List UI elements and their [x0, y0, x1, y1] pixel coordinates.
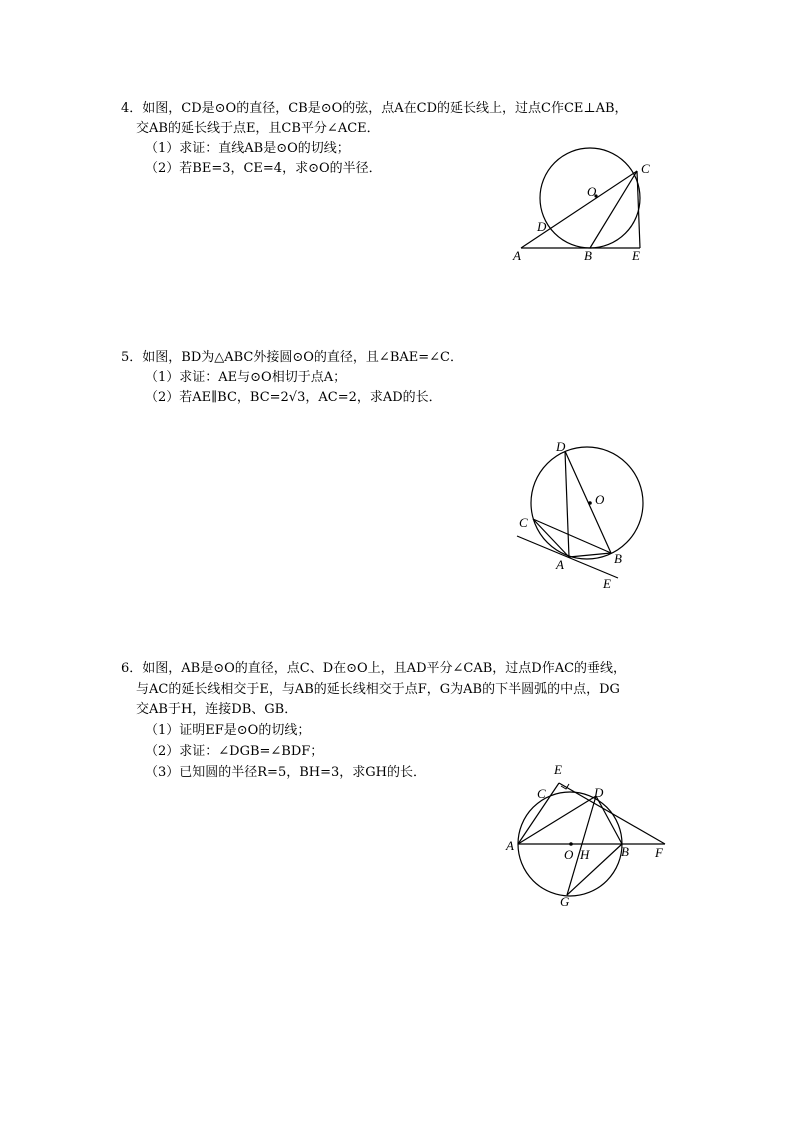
label-b: B [621, 844, 629, 859]
label-a: A [513, 248, 521, 263]
problem-6-figure [500, 760, 675, 910]
label-o: O [587, 184, 597, 199]
line-ac [533, 519, 569, 557]
label-b: B [614, 551, 622, 566]
problem-4-part-2: （2）若BE=3，CE=4，求⊙O的半径． [145, 161, 382, 176]
problem-4-line-2: 交AB的延长线于点E，且CB平分∠ACE． [136, 121, 380, 136]
label-d: D [556, 439, 566, 454]
center-dot [588, 501, 592, 505]
line-ef [559, 783, 665, 844]
label-b: B [584, 248, 592, 263]
line-db [596, 796, 622, 844]
label-o: O [564, 847, 574, 862]
problem-5-part-1: （1）求证：AE与⊙O相切于点A； [145, 370, 347, 385]
center-dot [569, 842, 573, 846]
problem-4-part-1: （1）求证：直线AB是⊙O的切线； [145, 141, 350, 156]
problem-6-line-3: 交AB于H，连接DB、GB． [136, 702, 298, 717]
line-gb [567, 844, 622, 895]
problem-6-part-2: （2）求证：∠DGB=∠BDF； [145, 744, 324, 759]
label-g: G [560, 894, 570, 909]
problem-5-figure [505, 435, 655, 595]
label-e: E [632, 248, 640, 263]
label-c: C [519, 515, 528, 530]
label-e: E [603, 576, 611, 591]
problem-6-part-3: （3）已知圆的半径R=5，BH=3，求GH的长． [145, 765, 426, 780]
label-d: D [594, 785, 604, 800]
label-e: E [554, 762, 562, 777]
label-a: A [506, 838, 514, 853]
label-c: C [537, 786, 546, 801]
problem-6-line-2: 与AC的延长线相交于E，与AB的延长线相交于点F，G为AB的下半圆弧的中点，DG [136, 682, 620, 697]
label-h: H [580, 847, 590, 862]
label-d: D [537, 219, 547, 234]
line-ce [637, 171, 640, 248]
line-ad [565, 451, 569, 557]
problem-4-figure [500, 140, 670, 270]
line-ac [521, 171, 637, 248]
problem-5-part-2: （2）若AE∥BC，BC=2√3，AC=2，求AD的长． [145, 390, 442, 405]
label-f: F [655, 845, 663, 860]
label-c: C [641, 161, 650, 176]
label-a: A [556, 557, 564, 572]
problem-6-part-1: （1）证明EF是⊙O的切线； [145, 723, 311, 738]
line-cb [590, 171, 637, 248]
problem-5-line-1: 5．如图，BD为△ABC外接圆⊙O的直径，且∠BAE=∠C． [121, 350, 463, 365]
problem-4-line-1: 4．如图，CD是⊙O的直径，CB是⊙O的弦，点A在CD的延长线上，过点C作CE⊥AB， [121, 101, 628, 116]
problem-6-line-1: 6．如图，AB是⊙O的直径，点C、D在⊙O上，且AD平分∠CAB，过点D作AC的垂线， [121, 661, 627, 676]
label-o: O [595, 492, 605, 507]
